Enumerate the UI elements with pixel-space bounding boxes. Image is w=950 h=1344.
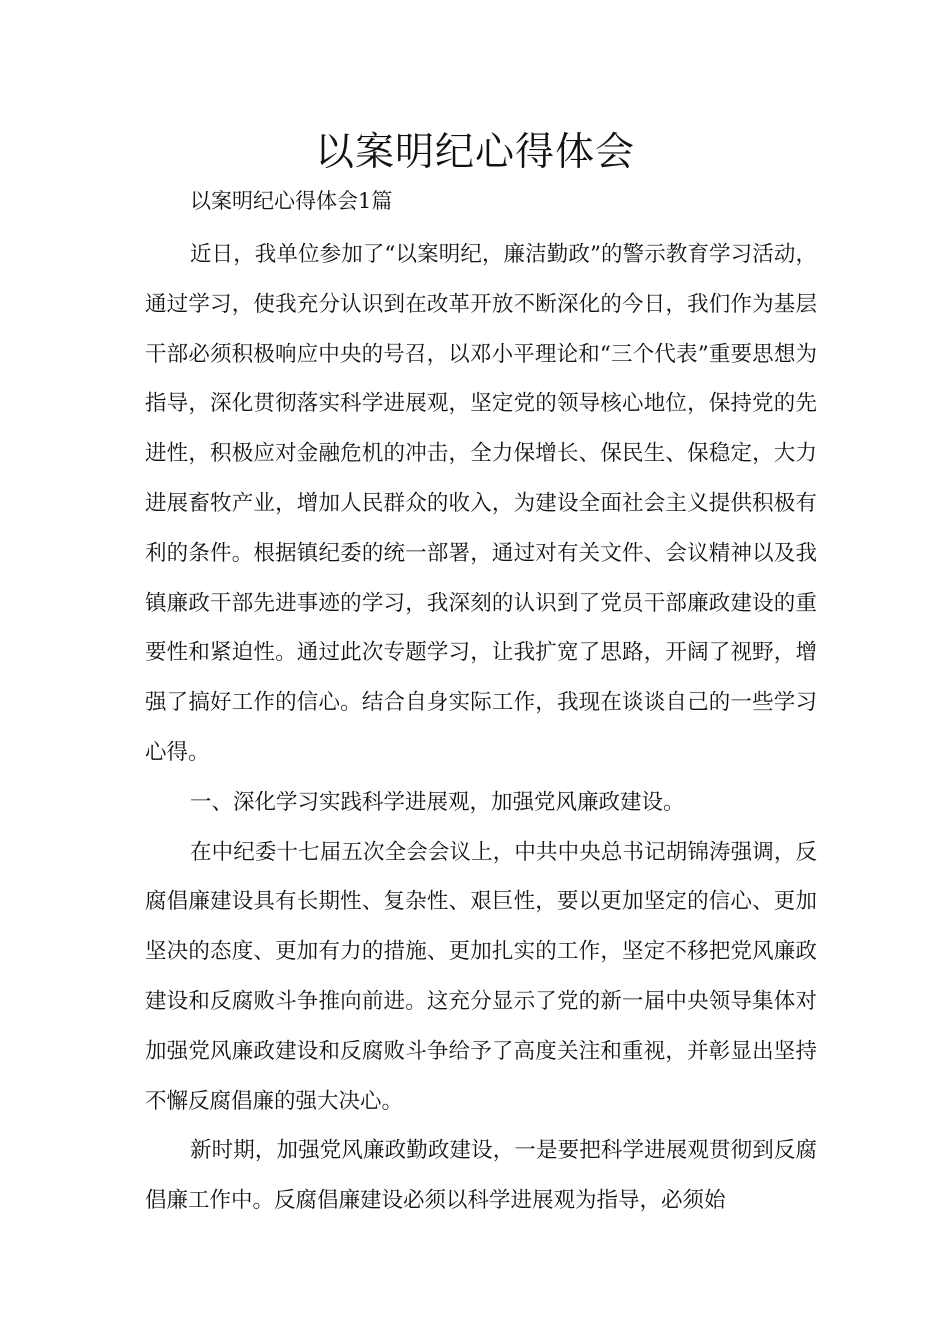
section-heading-1: 一、深化学习实践科学进展观，加强党风廉政建设。 bbox=[190, 789, 685, 815]
document-subtitle: 以案明纪心得体会1篇 bbox=[190, 189, 393, 213]
document-body bbox=[145, 230, 817, 1226]
paragraph-intro: 近日，我单位参加了“以案明纪，廉洁勤政”的警示教育学习活动，通过学习，使我充分认识到在改革开放不断深化的今日，我们作为基层干部必须积极响应中央的号召，以邓小平理论和“三个代表”重要思想为指导，深化贯彻落实科学进展观，坚定党的领导核心地位，保持党的先进性，积极应对金融危机的冲击，全力保增长、保民生、保稳定，大力进展畜牧产业，增加人民群众的收入，为建设全面社会主义提供积极有利的条件。根据镇纪委的统一部署，通过对有关文件、会议精神以及我镇廉政干部先进事迹的学习，我深刻的认识到了党员干部廉政建设的重要性和紧迫性。通过此次专题学习，让我扩宽了思路，开阔了视野，增强了搞好工作的信心。结合自身实际工作，我现在谈谈自己的一些学习心得。 bbox=[145, 242, 817, 765]
paragraph-2: 在中纪委十七届五次全会会议上，中共中央总书记胡锦涛强调，反腐倡廉建设具有长期性、复杂性、艰巨性，要以更加坚定的信心、更加坚决的态度、更加有力的措施、更加扎实的工作，坚定不移把党风廉政建设和反腐败斗争推向前进。这充分显示了党的新一届中央领导集体对加强党风廉政建设和反腐败斗争给予了高度关注和重视，并彰显出坚持不懈反腐倡廉的强大决心。 bbox=[145, 839, 817, 1114]
document-title: 以案明纪心得体会 bbox=[314, 130, 635, 175]
paragraph-3: 新时期，加强党风廉政勤政建设，一是要把科学进展观贯彻到反腐倡廉工作中。反腐倡廉建设必须以科学进展观为指导，必须始 bbox=[145, 1138, 817, 1214]
